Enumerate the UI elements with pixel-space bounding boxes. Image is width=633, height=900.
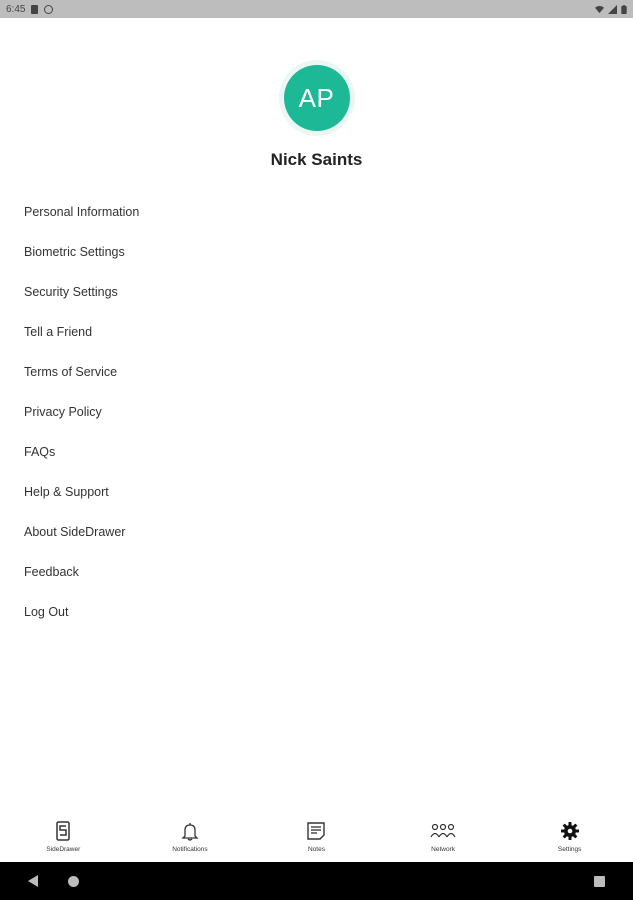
status-time: 6:45 — [6, 3, 26, 15]
menu-item-label: FAQs — [24, 445, 56, 459]
profile-name: Nick Saints — [270, 150, 363, 169]
network-icon — [430, 820, 456, 842]
menu-item-label: Personal Information — [24, 205, 140, 219]
nav-label-notes: Notes — [307, 846, 325, 853]
nav-label-network: Network — [431, 846, 455, 853]
avatar[interactable] — [284, 65, 350, 131]
menu-item-biometric-settings[interactable] — [24, 232, 609, 272]
menu-item-label: Tell a Friend — [24, 325, 93, 339]
system-nav-bar — [0, 862, 633, 900]
settings-menu — [24, 192, 609, 632]
menu-item-label: Security Settings — [24, 285, 118, 299]
menu-item-label: About SideDrawer — [24, 525, 126, 539]
signal-icon — [608, 5, 617, 14]
nav-label-settings: Settings — [557, 846, 582, 853]
bell-icon — [179, 820, 201, 842]
nav-item-network[interactable] — [398, 820, 488, 853]
nav-label-sidedrawer: SideDrawer — [46, 846, 81, 853]
sidedrawer-logo-icon — [52, 820, 74, 842]
avatar-ring — [279, 60, 355, 136]
gear-icon — [559, 820, 581, 842]
back-icon[interactable] — [28, 875, 38, 887]
menu-item-help-support[interactable] — [24, 472, 609, 512]
menu-item-terms-of-service[interactable] — [24, 352, 609, 392]
nav-label-notifications: Notifications — [172, 846, 208, 853]
recents-icon[interactable] — [594, 876, 605, 887]
menu-item-label: Terms of Service — [24, 365, 118, 379]
home-icon[interactable] — [68, 876, 79, 887]
sd-card-icon — [31, 5, 38, 14]
nav-item-settings[interactable] — [525, 820, 615, 853]
menu-item-label: Feedback — [24, 565, 79, 579]
menu-item-privacy-policy[interactable] — [24, 392, 609, 432]
nav-item-notifications[interactable] — [145, 820, 235, 853]
bottom-nav — [0, 812, 633, 862]
menu-item-personal-information[interactable] — [24, 192, 609, 232]
status-bar — [0, 0, 633, 18]
battery-icon — [621, 5, 627, 14]
menu-item-about-sidedrawer[interactable] — [24, 512, 609, 552]
menu-item-label: Log Out — [24, 605, 69, 619]
notes-icon — [305, 820, 327, 842]
menu-item-tell-a-friend[interactable] — [24, 312, 609, 352]
menu-item-label: Privacy Policy — [24, 405, 102, 419]
avatar-initials: AP — [298, 82, 335, 113]
profile-header — [0, 60, 633, 170]
at-sign-icon — [44, 5, 53, 14]
menu-item-feedback[interactable] — [24, 552, 609, 592]
nav-item-notes[interactable] — [271, 820, 361, 853]
menu-item-label: Biometric Settings — [24, 245, 125, 259]
menu-item-label: Help & Support — [24, 485, 109, 499]
menu-item-security-settings[interactable] — [24, 272, 609, 312]
menu-item-log-out[interactable] — [24, 592, 609, 632]
menu-item-faqs[interactable] — [24, 432, 609, 472]
wifi-icon — [595, 5, 604, 14]
nav-item-sidedrawer[interactable] — [18, 820, 108, 853]
